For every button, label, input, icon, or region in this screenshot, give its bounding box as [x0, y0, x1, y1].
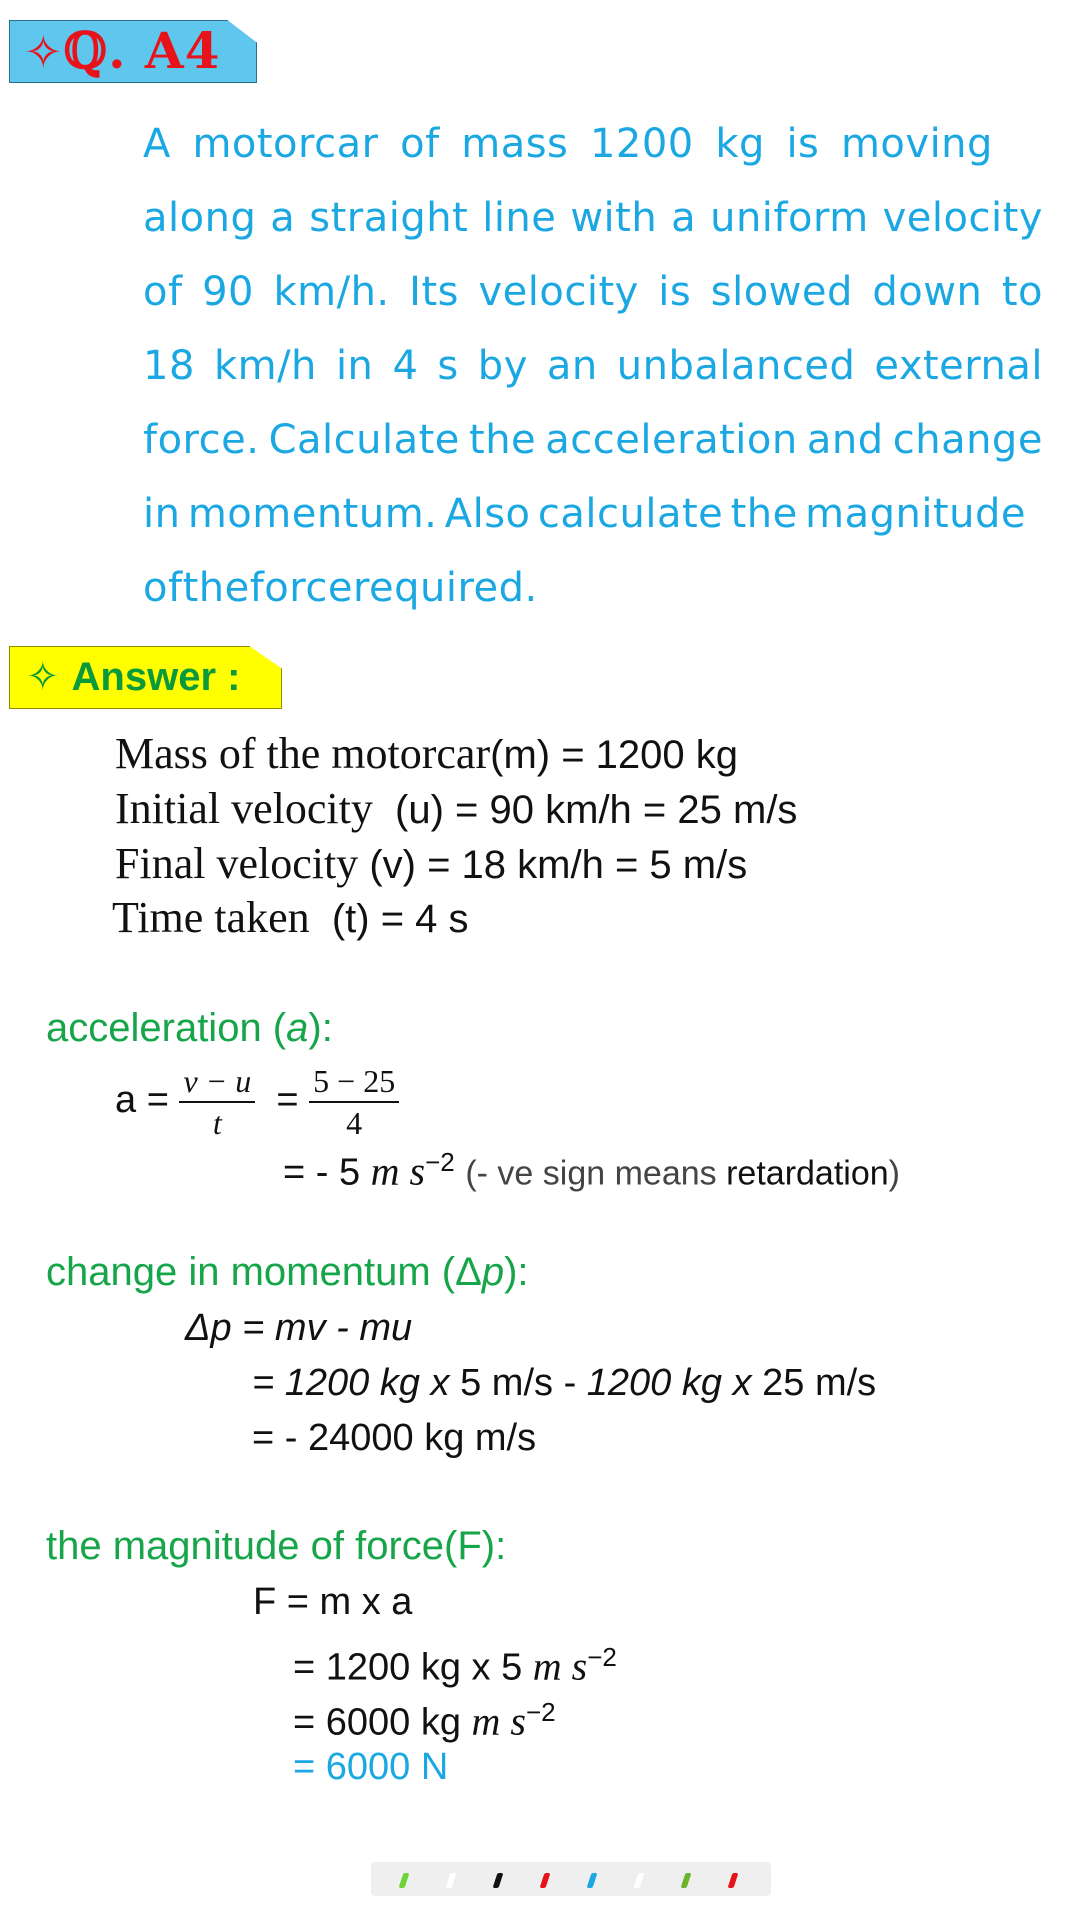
question-word: along — [143, 195, 257, 241]
force-line-2: = 1200 kg x 5 m $s^{-2}$ — [293, 1642, 617, 1689]
question-number: ℚ. A4 — [63, 21, 221, 80]
question-word: an — [546, 343, 598, 389]
question-word: A — [143, 121, 171, 167]
acceleration-result: = - 5 m $s^{-2}$ (- ve sign means retardation) — [283, 1147, 900, 1194]
question-word: magnitude — [805, 491, 1026, 537]
question-line — [143, 477, 1026, 551]
question-word: 4 — [392, 343, 419, 389]
question-word: force. — [143, 417, 260, 463]
question-word: by — [477, 343, 528, 389]
momentum-line-3: = - 24000 kg m/s — [252, 1417, 537, 1459]
question-word: velocity — [478, 269, 639, 315]
force-line-1: F = m x a — [253, 1581, 413, 1623]
question-word: is — [786, 121, 820, 167]
color-swatch — [493, 1873, 504, 1888]
acceleration-heading: acceleration (a): — [46, 1006, 333, 1050]
question-word: of — [143, 565, 183, 611]
color-swatch — [540, 1873, 551, 1888]
color-swatch — [587, 1873, 598, 1888]
question-word: momentum. — [187, 491, 438, 537]
question-word: required. — [352, 565, 538, 611]
question-word: external — [874, 343, 1043, 389]
momentum-heading: change in momentum (Δp): — [46, 1250, 529, 1294]
question-line — [143, 403, 1043, 477]
question-word: uniform — [710, 195, 869, 241]
momentum-line-1: Δp = mv - mu — [185, 1307, 413, 1349]
question-word: motorcar — [192, 121, 379, 167]
question-line — [143, 107, 993, 181]
question-word: of — [143, 269, 183, 315]
question-word: the — [469, 417, 537, 463]
given-final-velocity: Final velocity (v) = 18 km/h = 5 m/s — [115, 839, 748, 888]
question-word: to — [1001, 269, 1043, 315]
question-word: km/h. — [273, 269, 390, 315]
question-word: in — [335, 343, 374, 389]
fraction-5-minus-25-over-4: $\frac{5 - 25}{4}$ — [309, 1061, 399, 1143]
color-swatch — [399, 1873, 410, 1888]
question-word: acceleration — [545, 417, 798, 463]
question-word: 18 — [143, 343, 195, 389]
answer-title: Answer : — [71, 655, 241, 699]
question-word: change — [892, 417, 1043, 463]
question-word: Also — [444, 491, 531, 537]
color-swatch — [634, 1873, 645, 1888]
fraction-v-minus-u-over-t: $\frac{v - u}{t}$ — [179, 1061, 255, 1143]
question-word: a — [270, 195, 296, 241]
question-word: s — [437, 343, 459, 389]
question-word: down — [872, 269, 983, 315]
question-word: 1200 — [589, 121, 694, 167]
question-label — [24, 18, 221, 84]
question-word: with — [570, 195, 658, 241]
acceleration-formula: a = $\frac{v - u}{t}$ = $\frac{5 - 25}{4}$ — [115, 1060, 399, 1140]
question-word: unbalanced — [616, 343, 856, 389]
momentum-line-2: = 1200 kg x 5 m/s - 1200 kg x 25 m/s — [252, 1362, 877, 1404]
question-line — [143, 255, 1043, 329]
question-word: the — [730, 491, 798, 537]
question-word: of — [400, 121, 440, 167]
question-word: in — [143, 491, 181, 537]
question-word: mass — [461, 121, 569, 167]
star-icon: ✧ — [24, 25, 64, 79]
question-word: line — [482, 195, 557, 241]
question-word: 90 — [202, 269, 254, 315]
force-line-3: = 6000 kg m $s^{-2}$ — [293, 1697, 556, 1744]
question-word: Its — [409, 269, 459, 315]
question-word: calculate — [537, 491, 724, 537]
question-text — [143, 107, 1043, 625]
question-word: force — [249, 565, 353, 611]
question-word: km/h — [213, 343, 317, 389]
given-time: Time taken (t) = 4 s — [112, 893, 469, 942]
question-word: the — [182, 565, 250, 611]
star-icon: ✧ — [26, 654, 60, 700]
color-swatch — [728, 1873, 739, 1888]
question-line — [143, 181, 1043, 255]
color-swatch — [446, 1873, 457, 1888]
answer-label — [26, 646, 240, 709]
given-mass: Mass of the motorcar(m) = 1200 kg — [115, 729, 739, 778]
question-line — [143, 551, 1043, 625]
force-result: = 6000 N — [293, 1746, 449, 1788]
question-word: moving — [840, 121, 993, 167]
color-swatch-bar — [371, 1862, 771, 1896]
question-word: straight — [309, 195, 469, 241]
question-line — [143, 329, 1043, 403]
question-word: velocity — [882, 195, 1043, 241]
question-word: a — [671, 195, 697, 241]
given-initial-velocity: Initial velocity (u) = 90 km/h = 25 m/s — [115, 784, 798, 833]
question-word: and — [806, 417, 884, 463]
color-swatch — [681, 1873, 692, 1888]
question-word: Calculate — [268, 417, 460, 463]
question-word: kg — [715, 121, 765, 167]
question-word: slowed — [710, 269, 853, 315]
force-heading: the magnitude of force(F): — [46, 1524, 507, 1568]
question-word: is — [658, 269, 692, 315]
